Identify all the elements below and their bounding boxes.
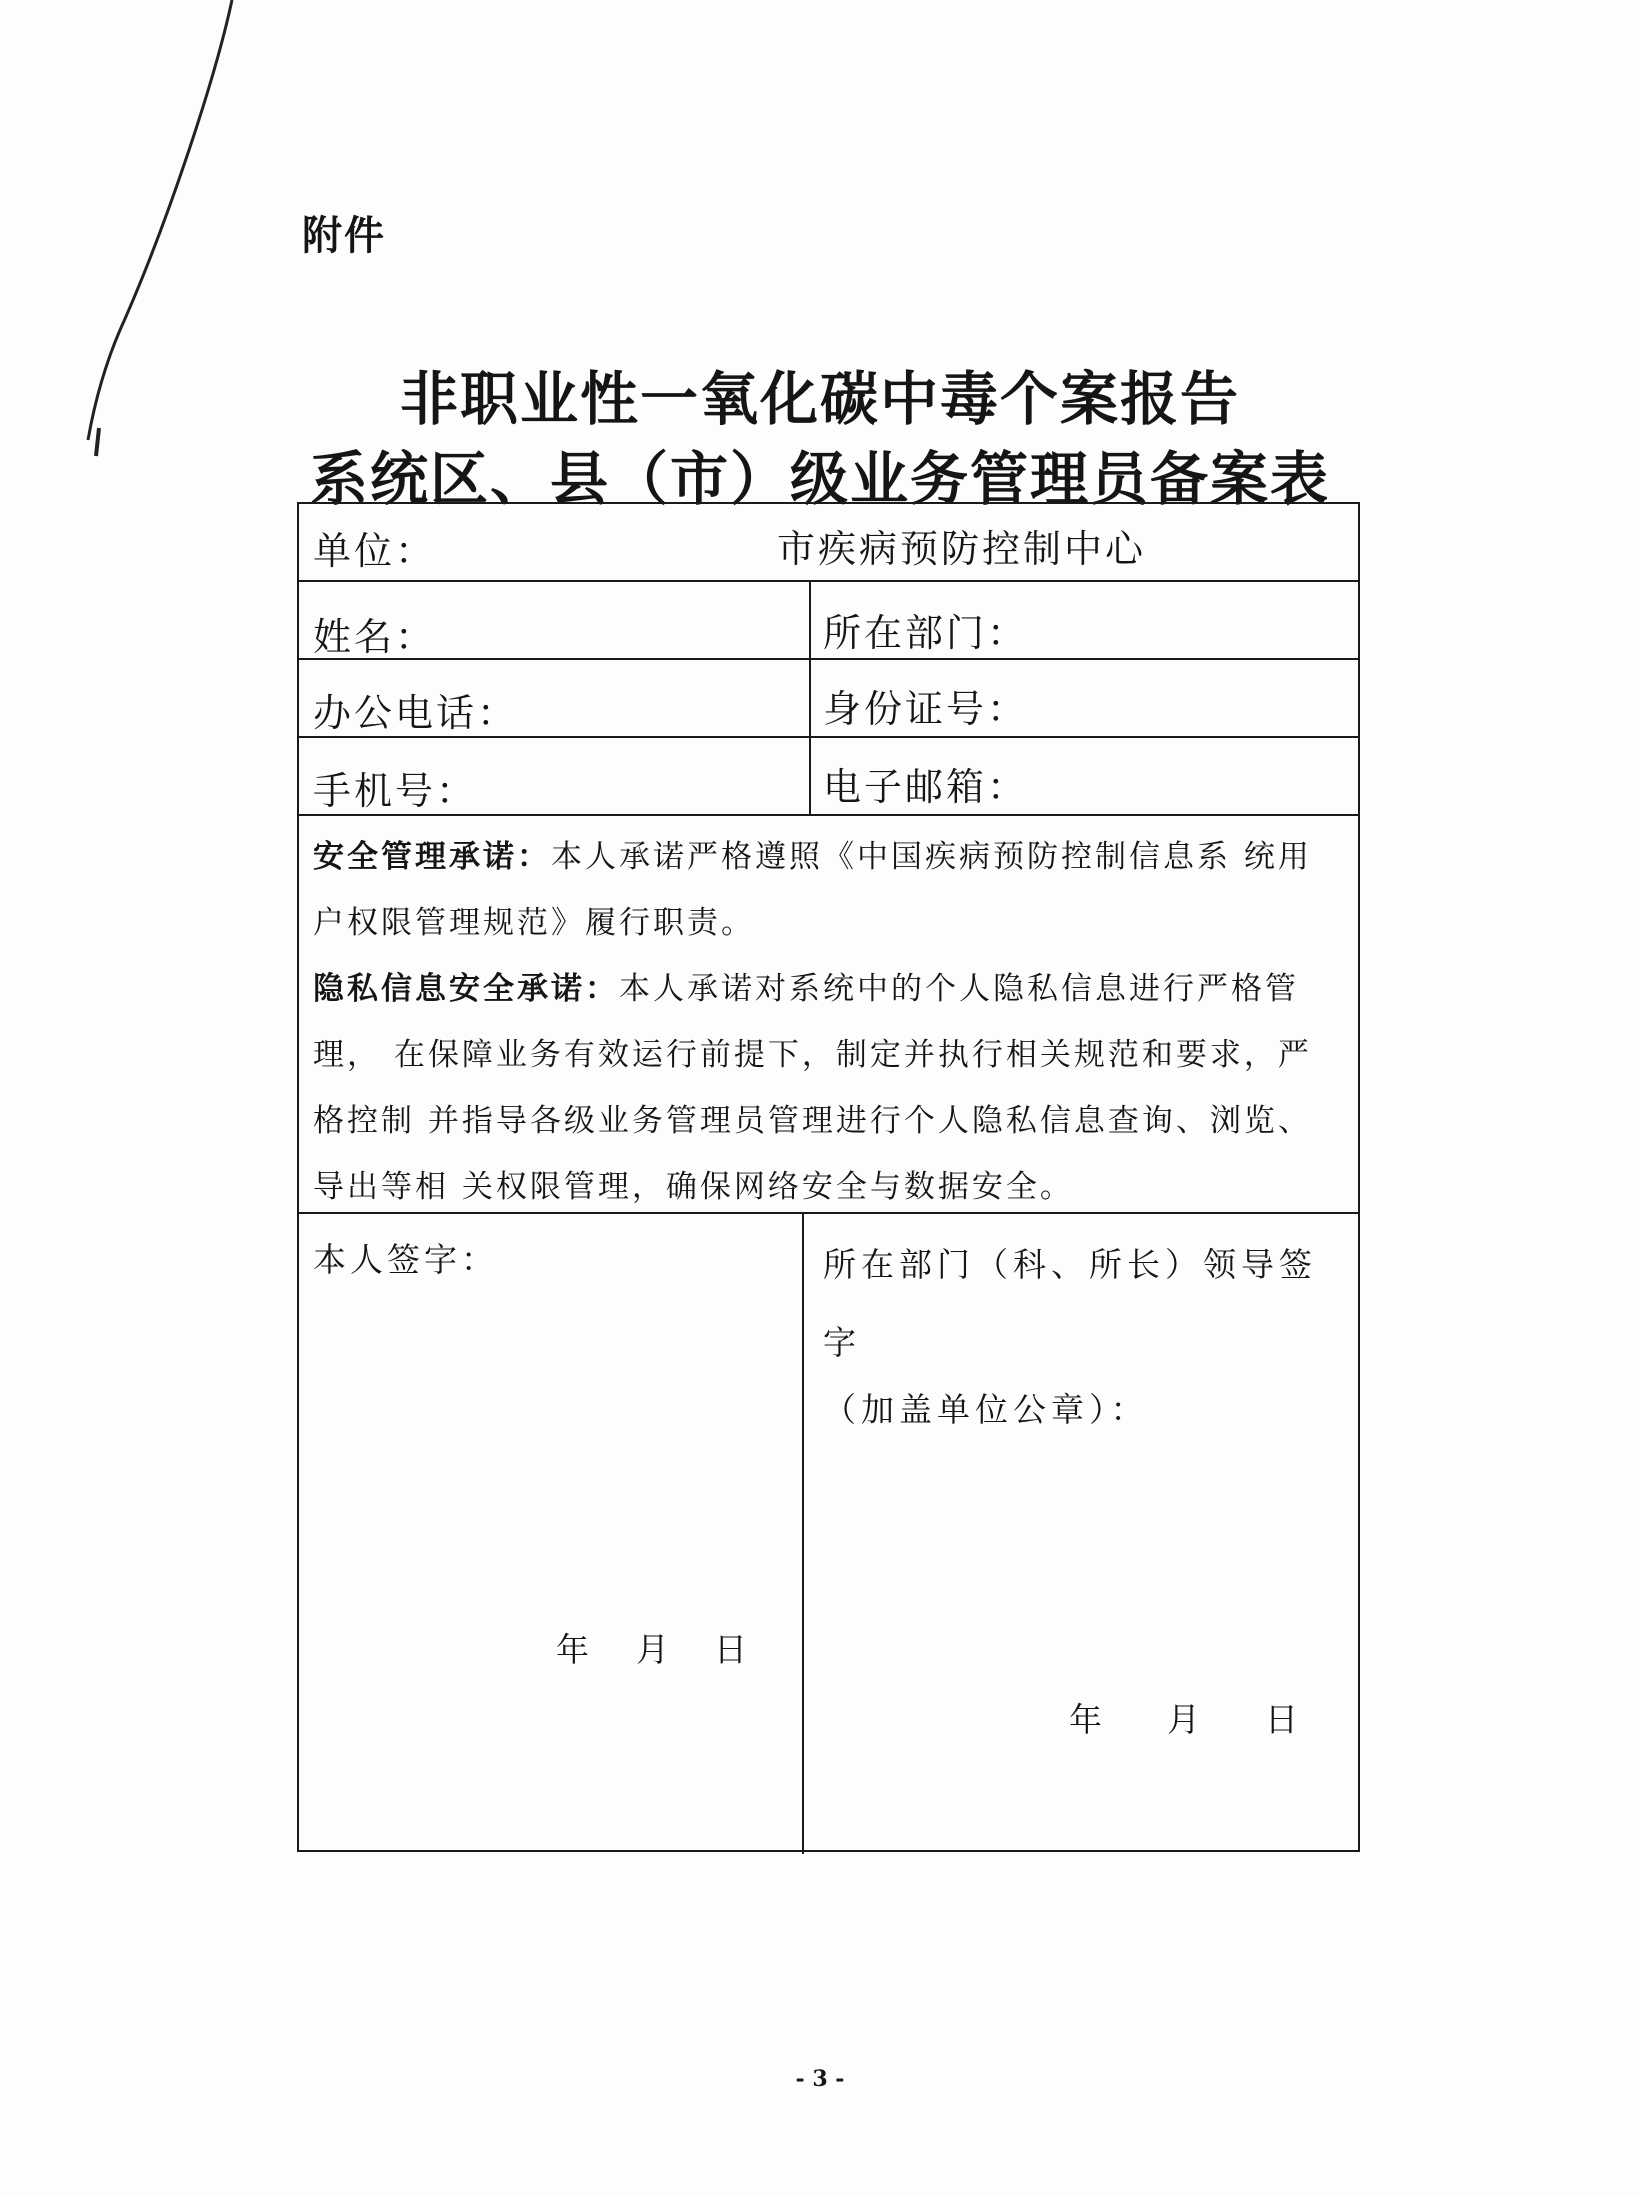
leader-date-month: 月 [1167,1700,1200,1739]
privacy-commitment-heading: 隐私信息安全承诺： [313,971,619,1007]
unit-label: 单位： [313,529,437,573]
department-label: 所在部门： [823,611,1029,655]
name-row [299,582,1358,660]
mobile-row [299,738,1358,816]
seal-label: （加盖单位公章）： [823,1390,1149,1429]
id-number-label: 身份证号： [823,687,1029,731]
leader-date-year: 年 [1069,1700,1102,1739]
attachment-label: 附件 [302,213,386,259]
leader-date-day: 日 [1265,1700,1298,1739]
unit-row [299,504,1358,582]
security-commitment-text: 本人承诺严格遵照《中国疾病预防控制信息系 统用户权限管理规范》履行职责。 [313,839,1312,941]
security-commitment-heading: 安全管理承诺： [313,839,551,875]
mobile-label: 手机号： [313,769,478,813]
unit-value: 市疾病预防控制中心 [777,527,1147,571]
self-date-year: 年 [556,1630,589,1669]
security-commitment [313,824,1343,956]
privacy-commitment [313,956,1343,1220]
self-date-month: 月 [636,1630,669,1669]
document-title-line-2: 系统区、县（市）级业务管理员备案表 [309,445,1330,513]
column-divider-top [809,582,811,816]
name-label: 姓名： [313,615,437,659]
self-date-day: 日 [714,1630,747,1669]
commitment-section [313,824,1343,1220]
registration-form-table [297,502,1360,1852]
privacy-commitment-text: 本人承诺对系统中的个人隐私信息进行严格管理， 在保障业务有效运行前提下，制定并执行相关规范和要求，严格控制 并指导各级业务管理员管理进行个人隐私信息查询、浏览、导出等相 关权限管理，确保网络安全与数据安全。 [313,971,1312,1205]
office-phone-label: 办公电话： [313,691,519,735]
document-title-line-1: 非职业性一氧化碳中毒个案报告 [399,365,1240,433]
phone-row [299,660,1358,738]
email-label: 电子邮箱： [823,765,1029,809]
self-signature-label: 本人签字： [313,1240,498,1279]
column-divider-signature [802,1214,804,1854]
page-number: - 3 - [795,2066,845,2092]
leader-signature-text: 所在部门（科、所长）领导签字 [823,1245,1317,1362]
leader-signature-label [823,1226,1353,1382]
